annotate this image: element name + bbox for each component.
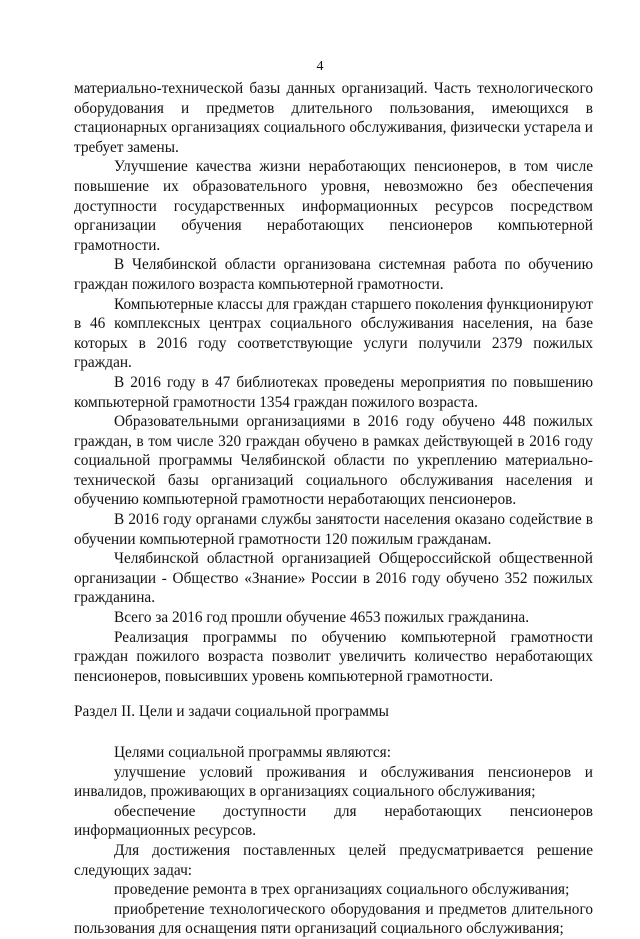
paragraph: Образовательными организациями в 2016 году обучено 448 пожилых граждан, в том числе 320 граждан обучено в рамках действующей в 2016 году социальной программы Челябинской области по укреплению материально-технической базы организаций социального обслуживания населения и обучению компьютерной грамотности неработающих пенсионеров. bbox=[74, 413, 593, 509]
paragraph: В 2016 году органами службы занятости населения оказано содействие в обучении компьютерной грамотности 120 пожилым гражданам. bbox=[74, 511, 593, 548]
paragraph: Улучшение качества жизни неработающих пенсионеров, в том числе повышение их образовательного уровня, невозможно без обеспечения доступности государственных информационных ресурсов посредством организации обучения неработающих пенсионеров компьютерной грамотности. bbox=[74, 158, 593, 254]
paragraph: проведение ремонта в трех организациях социального обслуживания; bbox=[114, 881, 570, 899]
paragraph: Компьютерные классы для граждан старшего поколения функционируют в 46 комплексных центрах социального обслуживания населения, на базе которых в 2016 году соответствующие услуги получили 2379 пожилых граждан. bbox=[74, 295, 593, 372]
paragraph: В 2016 году в 47 библиотеках проведены мероприятия по повышению компьютерной грамотности 1354 граждан пожилого возраста. bbox=[74, 373, 593, 411]
paragraph: приобретение технологического оборудования и предметов длительного пользования для оснащения пяти организаций социального обслуживания; bbox=[74, 900, 593, 938]
paragraph: Реализация программы по обучению компьютерной грамотности граждан пожилого возраста позволит увеличить количество неработающих пенсионеров, повысивших уровень компьютерной грамотности. bbox=[74, 628, 593, 685]
paragraph: В Челябинской области организована системная работа по обучению граждан пожилого возраста компьютерной грамотности. bbox=[74, 256, 593, 293]
document-body bbox=[74, 79, 593, 939]
paragraph: улучшение условий проживания и обслуживания пенсионеров и инвалидов, проживающих в организациях социального обслуживания; bbox=[74, 763, 593, 801]
page-number: 4 bbox=[316, 59, 324, 74]
section-title: Раздел II. Цели и задачи социальной программы bbox=[74, 703, 389, 721]
paragraph: Челябинской областной организацией Общероссийской общественной организации - Общество «Знание» России в 2016 году обучено 352 пожилых гражданина. bbox=[74, 550, 593, 607]
paragraph: Всего за 2016 год прошли обучение 4653 пожилых гражданина. bbox=[114, 609, 530, 627]
paragraph: Для достижения поставленных целей предусматривается решение следующих задач: bbox=[74, 841, 593, 879]
paragraph: материально-технической базы данных организаций. Часть технологического оборудования и предметов длительного пользования, имеющихся в стационарных организациях социального обслуживания, физически устарела и требует замены. bbox=[74, 80, 593, 156]
paragraph: обеспечение доступности для неработающих пенсионеров информационных ресурсов. bbox=[74, 802, 593, 840]
paragraph: Целями социальной программы являются: bbox=[114, 744, 391, 761]
